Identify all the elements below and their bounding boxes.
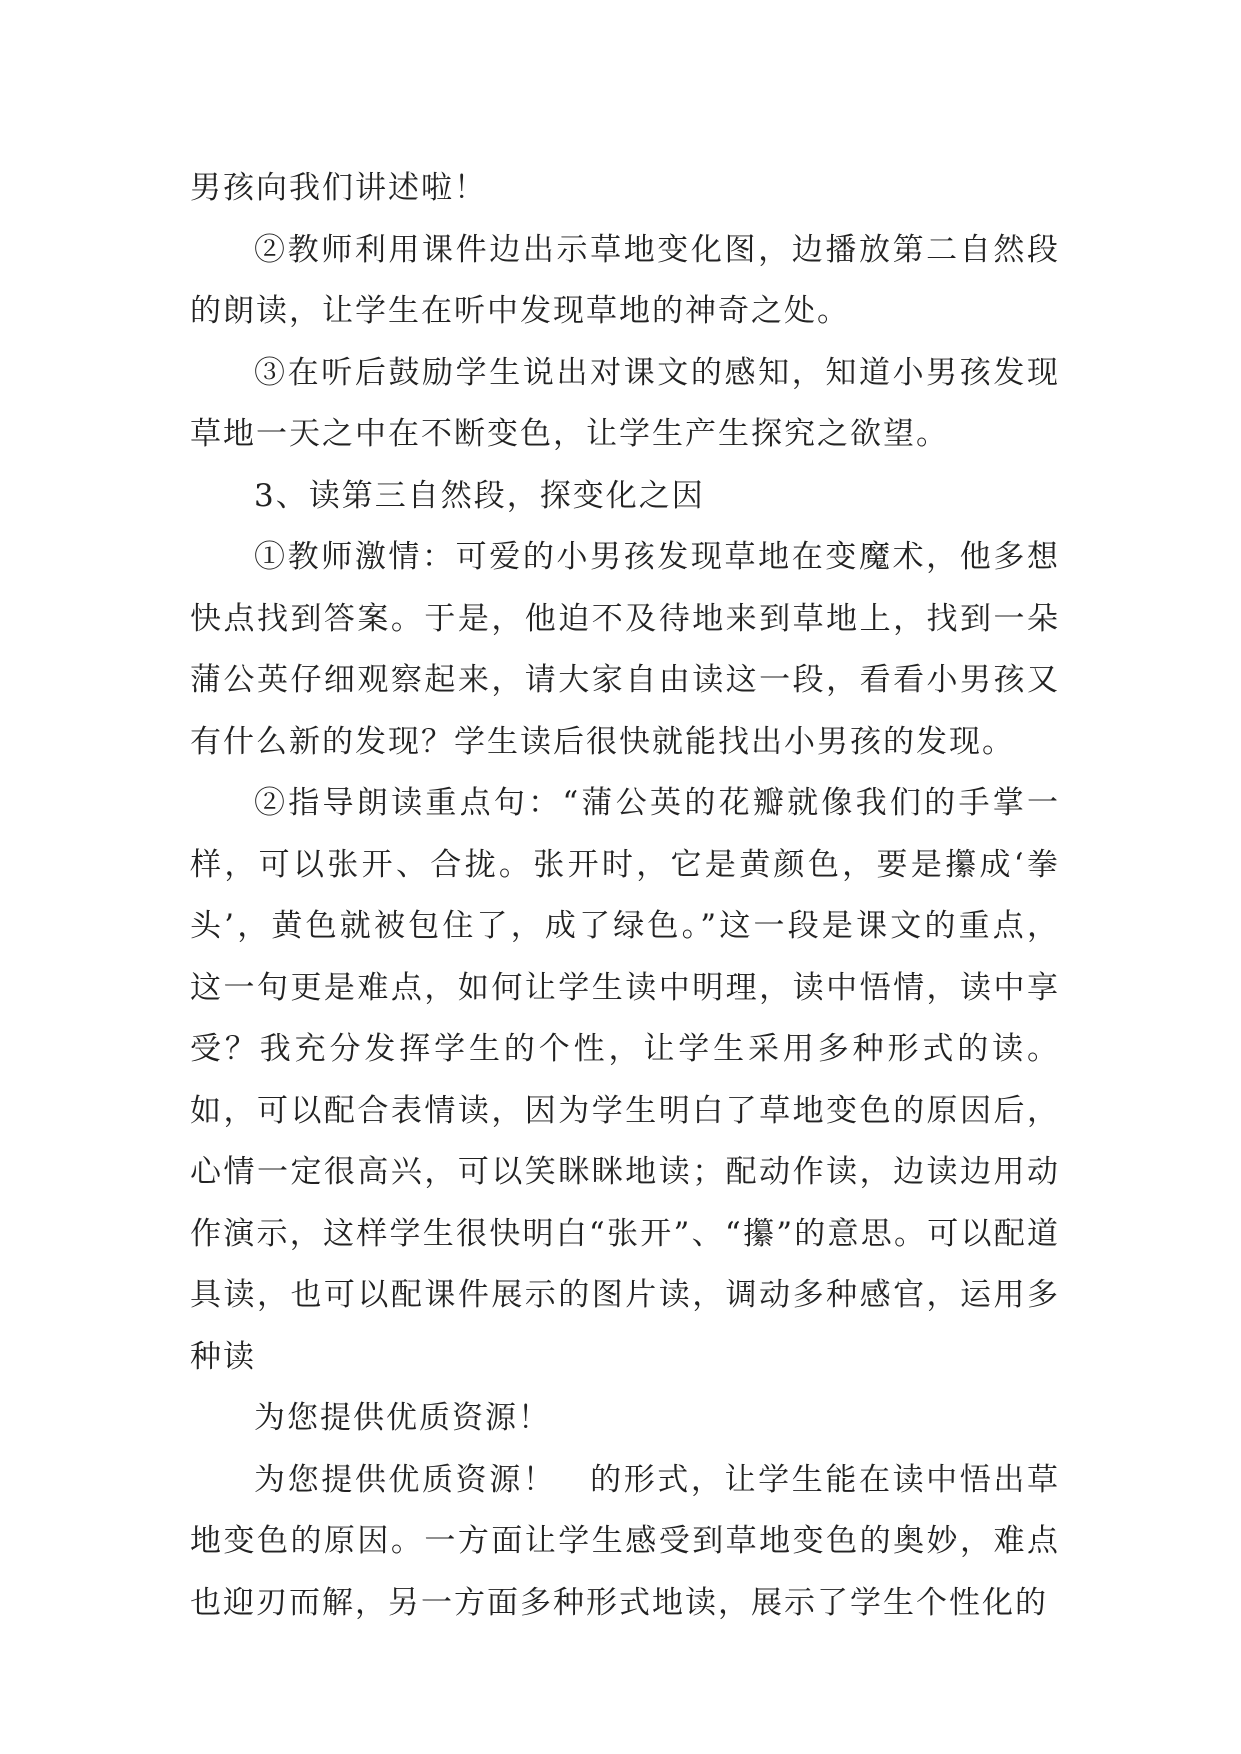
paragraph-7: 为您提供优质资源！ — [254, 1400, 551, 1436]
paragraph-2: ②教师利用课件边出示草地变化图，边播放第二自然段的朗读，让学生在听中发现草地的神奇之处。 — [190, 231, 1060, 329]
document-body — [190, 158, 1060, 1634]
section-heading-3: 3、读第三自然段，探变化之因 — [254, 477, 705, 514]
paragraph-1: 男孩向我们讲述啦！ — [190, 170, 487, 206]
paragraph-3: ③在听后鼓励学生说出对课文的感知，知道小男孩发现草地一天之中在不断变色，让学生产生探究之欲望。 — [190, 354, 1060, 452]
paragraph-5: ①教师激情：可爱的小男孩发现草地在变魔术，他多想快点找到答案。于是，他迫不及待地来到草地上，找到一朵蒲公英仔细观察起来，请大家自由读这一段，看看小男孩又有什么新的发现？学生读后很快就能找出小男孩的发现。 — [190, 539, 1060, 760]
paragraph-8: 为您提供优质资源！ 的形式，让学生能在读中悟出草地变色的原因。一方面让学生感受到草地变色的奥妙，难点也迎刃而解，另一方面多种形式地读，展示了学生个性化的 — [190, 1461, 1060, 1621]
paragraph-6: ②指导朗读重点句：“蒲公英的花瓣就像我们的手掌一样，可以张开、合拢。张开时，它是黄颜色，要是攥成‘拳头’，黄色就被包住了，成了绿色。”这一段是课文的重点，这一句更是难点，如何让学生读中明理，读中悟情，读中享受？我充分发挥学生的个性，让学生采用多种形式的读。如，可以配合表情读，因为学生明白了草地变色的原因后，心情一定很高兴，可以笑眯眯地读；配动作读，边读边用动作演示，这样学生很快明白“张开”、“攥”的意思。可以配道具读，也可以配课件展示的图片读，调动多种感官，运用多种读 — [190, 785, 1060, 1375]
